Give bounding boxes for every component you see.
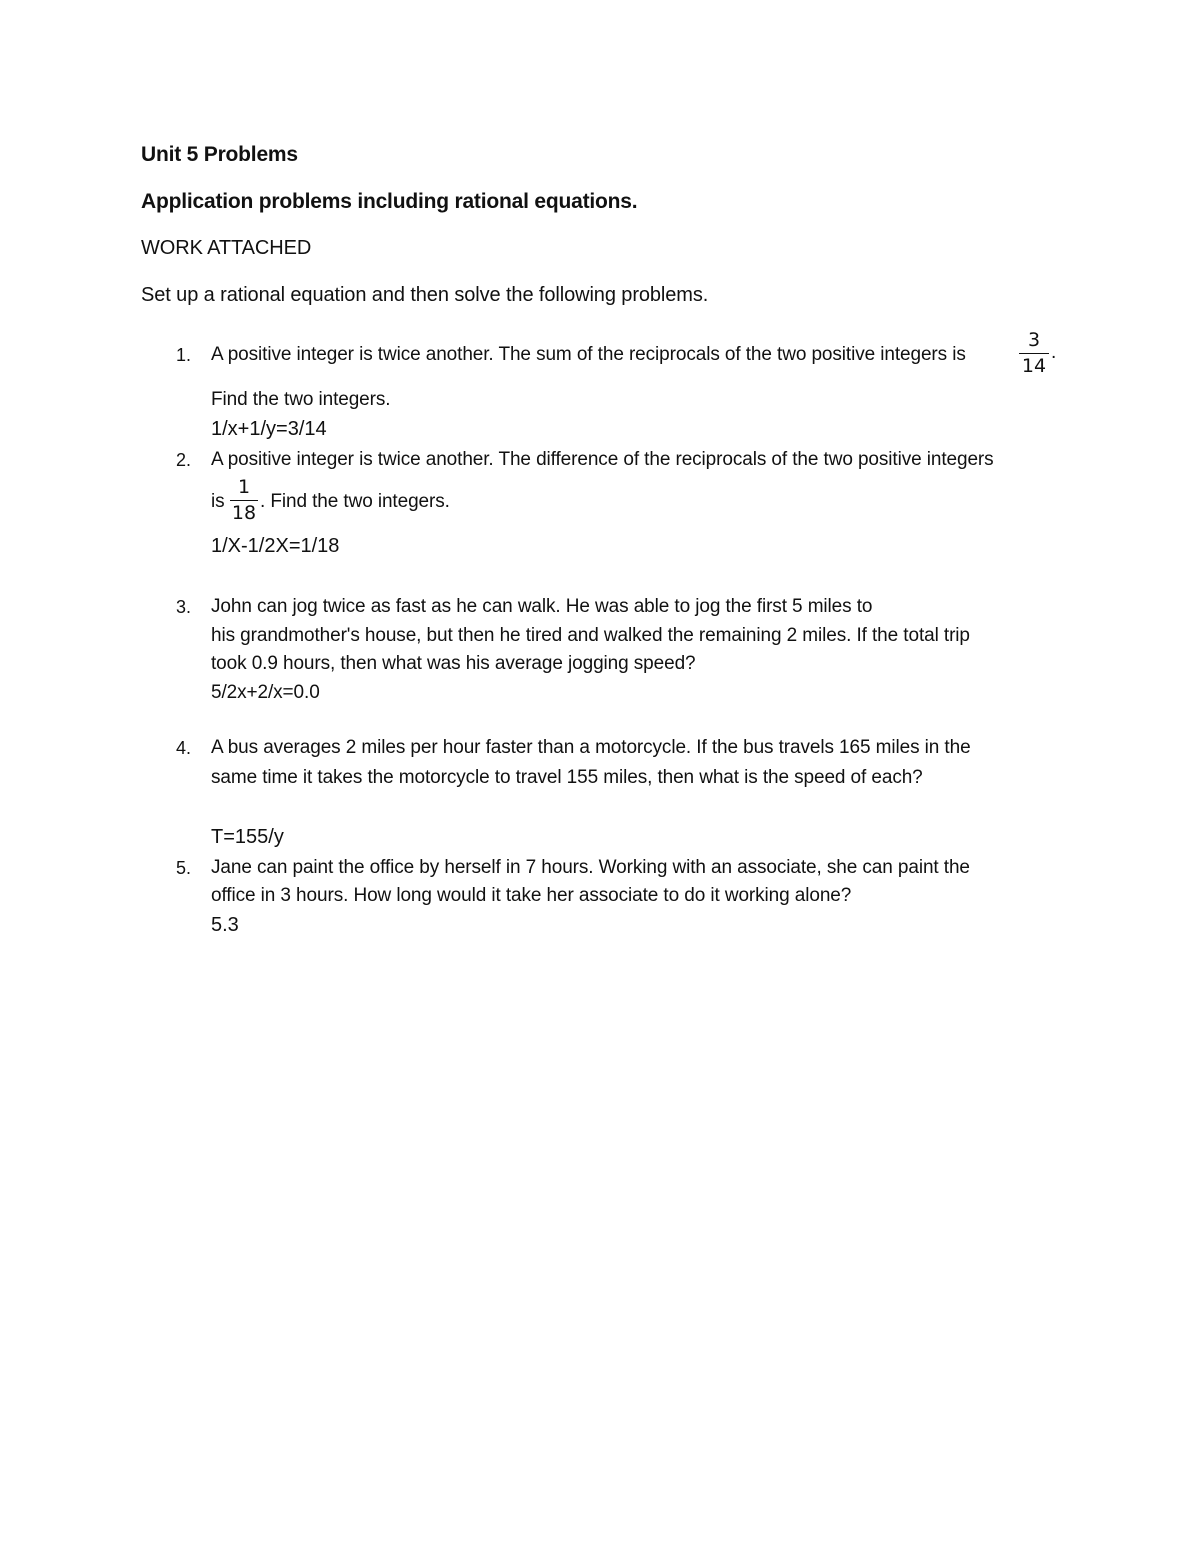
problem-text-line: same time it takes the motorcycle to travel 155 miles, then what is the speed of each? — [211, 767, 923, 788]
fraction-3-14 — [1019, 329, 1049, 377]
problem-text-line: A positive integer is twice another. The difference of the reciprocals of the two positive integers — [211, 449, 994, 470]
problem-answer: 1/x+1/y=3/14 — [211, 418, 327, 440]
page-subtitle: Application problems including rational equations. — [141, 190, 638, 213]
problem-text-prefix: is — [211, 491, 225, 512]
page-title: Unit 5 Problems — [141, 143, 298, 166]
problem-text-suffix: . Find the two integers. — [260, 491, 450, 512]
fraction-1-18 — [230, 476, 258, 524]
problem-text-line: Jane can paint the office by herself in 7 hours. Working with an associate, she can paint the — [211, 857, 970, 878]
fraction-numerator: 3 — [1027, 329, 1041, 351]
problem-text-line: his grandmother's house, but then he tired and walked the remaining 2 miles. If the total trip — [211, 625, 970, 646]
problem-text-line: A positive integer is twice another. The sum of the reciprocals of the two positive integers is — [211, 344, 966, 365]
fraction-bar — [230, 500, 258, 501]
problem-number: 1. — [176, 345, 192, 365]
fraction-numerator: 1 — [237, 476, 251, 498]
problem-answer: T=155/y — [211, 826, 284, 848]
problem-text-line: A bus averages 2 miles per hour faster than a motorcycle. If the bus travels 165 miles in the — [211, 737, 971, 758]
fraction-bar — [1019, 353, 1049, 354]
work-attached-note: WORK ATTACHED — [141, 237, 312, 259]
fraction-denominator: 18 — [231, 502, 257, 524]
problem-number: 5. — [176, 858, 192, 878]
problem-text-line: office in 3 hours. How long would it take her associate to do it working alone? — [211, 885, 852, 906]
problem-text-line: Find the two integers. — [211, 389, 391, 410]
problem-text-line: took 0.9 hours, then what was his average jogging speed? — [211, 653, 696, 674]
problem-text-line: John can jog twice as fast as he can walk. He was able to jog the first 5 miles to — [211, 596, 873, 617]
problem-answer: 5/2x+2/x=0.0 — [211, 682, 320, 703]
instructions-text: Set up a rational equation and then solve the following problems. — [141, 284, 709, 306]
problem-answer: 5.3 — [211, 914, 239, 936]
problem-answer: 1/X-1/2X=1/18 — [211, 535, 340, 557]
punctuation: . — [1051, 342, 1057, 363]
problem-number: 4. — [176, 738, 192, 758]
problem-number: 2. — [176, 450, 192, 470]
problem-number: 3. — [176, 597, 192, 617]
fraction-denominator: 14 — [1021, 355, 1047, 377]
